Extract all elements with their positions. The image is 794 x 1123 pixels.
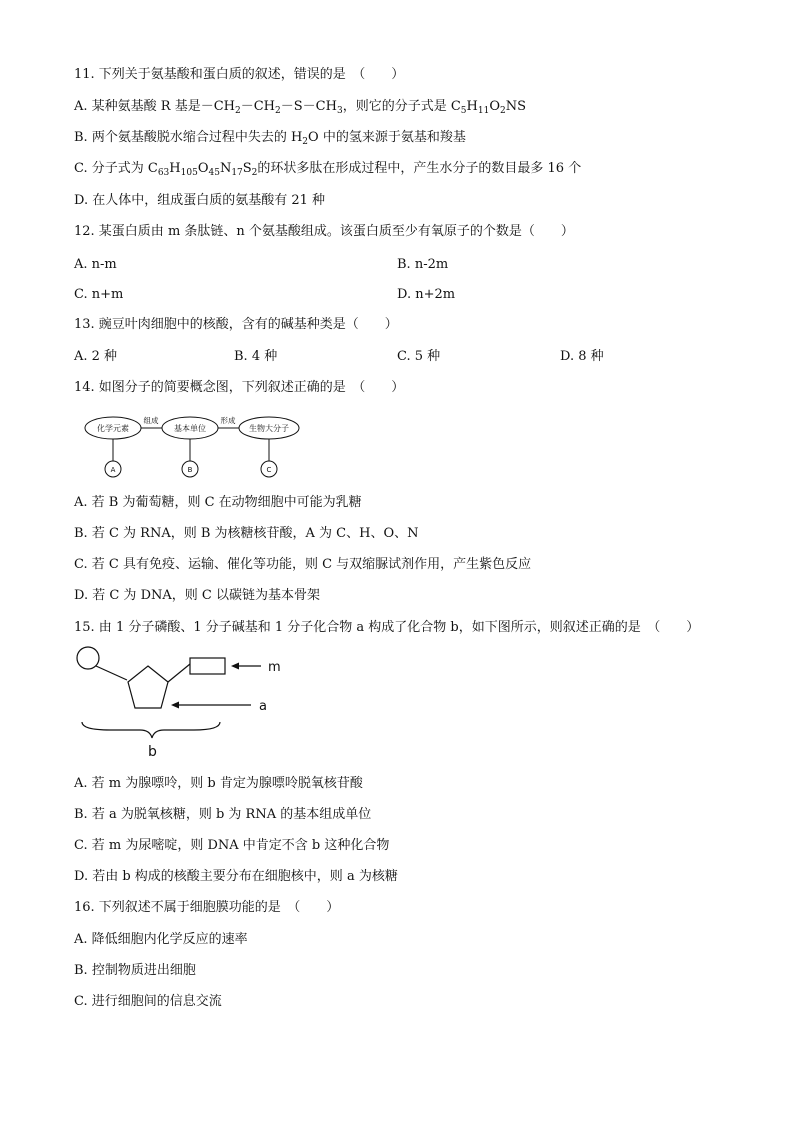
q12-option-b: B. n-2m xyxy=(397,257,449,272)
base-bond xyxy=(168,664,190,682)
node-macromolecule-label: 生物大分子 xyxy=(249,424,289,433)
q15-option-b: B. 若 a 为脱氧核糖，则 b 为 RNA 的基本组成单位 xyxy=(74,807,372,822)
q11-stem: 11. 下列关于氨基酸和蛋白质的叙述，错误的是 （ ） xyxy=(74,67,405,82)
arrow-a-head xyxy=(171,702,179,709)
arrow-m-head xyxy=(231,663,239,670)
q13-option-c: C. 5 种 xyxy=(397,349,441,364)
label-m: m xyxy=(268,660,281,675)
label-b: b xyxy=(148,744,157,760)
brace-b xyxy=(82,722,220,738)
q14-stem: 14. 如图分子的简要概念图，下列叙述正确的是 （ ） xyxy=(74,380,405,395)
phosphate-bond xyxy=(96,666,127,680)
q12-option-c: C. n+m xyxy=(74,287,124,302)
nucleotide-diagram xyxy=(70,640,290,766)
q12-stem: 12. 某蛋白质由 m 条肽链、n 个氨基酸组成。该蛋白质至少有氧原子的个数是（ ） xyxy=(74,224,574,239)
q11-option-a: A. 某种氨基酸 R 基是$-CH_2-CH_2-S-CH_3$，则它的分子式是 $C_5H_{11}O_2NS$ xyxy=(74,99,527,116)
phosphate-circle xyxy=(77,647,99,669)
pentose-pentagon xyxy=(128,666,168,708)
q16-stem: 16. 下列叙述不属于细胞膜功能的是 （ ） xyxy=(74,900,340,915)
q15-option-a: A. 若 m 为腺嘌呤，则 b 肯定为腺嘌呤脱氧核苷酸 xyxy=(74,776,363,791)
q11-option-b: B. 两个氨基酸脱水缩合过程中失去的 $H_2O$ 中的氢来源于氨基和羧基 xyxy=(74,130,466,147)
q14-option-a: A. 若 B 为葡萄糖，则 C 在动物细胞中可能为乳糖 xyxy=(74,495,362,510)
q14-option-b: B. 若 C 为 RNA，则 B 为核糖核苷酸，A 为 C、H、O、N xyxy=(74,526,419,541)
q16-option-c: C. 进行细胞间的信息交流 xyxy=(74,994,222,1009)
leaf-c-label: C xyxy=(266,466,272,474)
q16-option-b: B. 控制物质进出细胞 xyxy=(74,963,196,978)
q12-option-a: A. n-m xyxy=(74,257,117,272)
concept-diagram xyxy=(80,410,320,486)
node-elements-label: 化学元素 xyxy=(97,424,129,433)
q13-option-d: D. 8 种 xyxy=(560,349,604,364)
edge-2-label: 形成 xyxy=(220,416,236,425)
q11-option-c: C. 分子式为 $C_{63}H_{105}O_{45}N_{17}S_2$的环状多肽在形成过程中，产生水分子的数目最多 16 个 xyxy=(74,161,582,178)
label-a: a xyxy=(259,699,267,714)
q13-option-a: A. 2 种 xyxy=(74,349,118,364)
q13-stem: 13. 豌豆叶肉细胞中的核酸，含有的碱基种类是（ ） xyxy=(74,317,398,332)
q11-option-d: D. 在人体中，组成蛋白质的氨基酸有 21 种 xyxy=(74,193,326,208)
edge-1-label: 组成 xyxy=(143,416,159,425)
q14-option-d: D. 若 C 为 DNA，则 C 以碳链为基本骨架 xyxy=(74,588,320,603)
q12-option-d: D. n+2m xyxy=(397,287,456,302)
leaf-b-label: B xyxy=(187,466,193,474)
q15-stem: 15. 由 1 分子磷酸、1 分子碱基和 1 分子化合物 a 构成了化合物 b，如下图所示，则叙述正确的是 （ ） xyxy=(74,620,700,635)
q14-option-c: C. 若 C 具有免疫、运输、催化等功能，则 C 与双缩脲试剂作用，产生紫色反应 xyxy=(74,557,532,572)
q15-option-c: C. 若 m 为尿嘧啶，则 DNA 中肯定不含 b 这种化合物 xyxy=(74,838,390,853)
q16-option-a: A. 降低细胞内化学反应的速率 xyxy=(74,932,248,947)
node-unit-label: 基本单位 xyxy=(174,424,206,433)
base-rectangle xyxy=(190,658,225,674)
q15-option-d: D. 若由 b 构成的核酸主要分布在细胞核中，则 a 为核糖 xyxy=(74,869,398,884)
leaf-a-label: A xyxy=(110,466,116,474)
q13-option-b: B. 4 种 xyxy=(234,349,278,364)
